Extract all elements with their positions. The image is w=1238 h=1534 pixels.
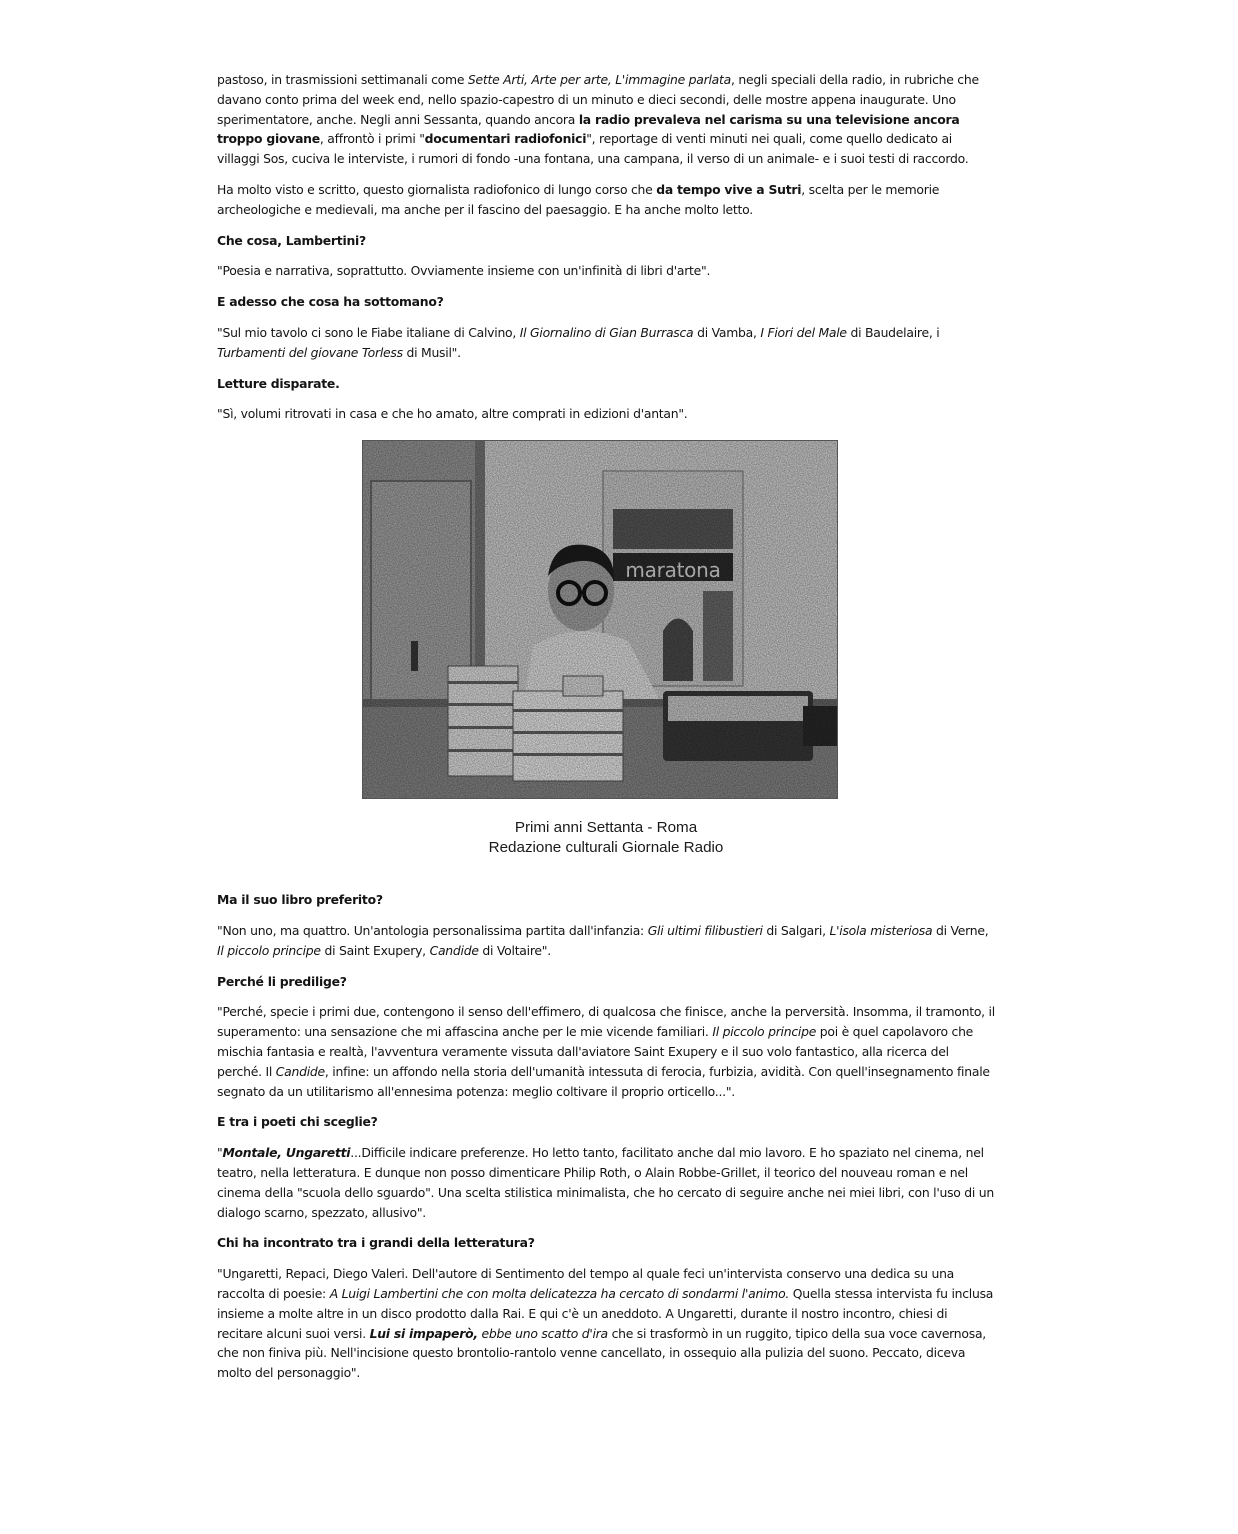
book-title: I Fiori del Male [760,324,847,340]
text: pastoso, in trasmissioni settimanali come [217,72,468,87]
answer-readings: "Sì, volumi ritrovati in casa e che ho amato, altre comprati in edizioni d'antan". [217,406,688,422]
question-what: Che cosa, Lambertini? [217,232,366,248]
book-title: Il piccolo principe [217,942,321,958]
book-title: L'isola misteriosa [829,922,933,938]
text: poi è quel capolavoro che mischia fantasia e realtà, l'avventura veramente vissuta dall'aviatore Saint Exupery e il suo volo fantastico, alla ricerca del perché. Il [217,1024,974,1079]
question-met: Chi ha incontrato tra i grandi della letteratura? [217,1235,535,1251]
office-photo [362,440,838,799]
text: di Vamba, [693,324,761,340]
answer-what: "Poesia e narrativa, soprattutto. Ovviamente insieme con un'infinità di libri d'arte". [217,263,711,279]
answer-now [217,323,995,363]
text: "Perché, specie i primi due, contengono il senso dell'effimero, di qualcosa che finisce, anche la perversità. Insomma, il tramonto, il superamento: una sensazione che mi affascina anche per le mie vicende familiari. [217,1004,995,1040]
text: "Sul mio tavolo ci sono le Fiabe italiane di Calvino, [217,324,520,340]
text: , negli speciali della radio, in rubriche che davano conto prima del week end, nello spazio-capestro di un minuto e dieci secondi, delle mostre appena inaugurate. Uno sperimentatore, anche. Negli anni Sessanta, quando ancora [217,72,979,127]
text: ", reportage di venti minuti nei quali, come quello dedicato ai villaggi Sos, cuciva le interviste, i rumori di fondo -una fontana, una campana, il verso di un animale- e i suoi testi di raccordo. [217,131,969,167]
answer-why [217,1002,995,1101]
text: "Ungaretti, Repaci, Diego Valeri. Dell'autore di Sentimento del tempo al quale feci un'intervista conservo una dedica su una raccolta di poesie: [217,1266,955,1301]
book-title: Candide [275,1063,325,1079]
text: , infine: un affondo nella storia dell'umanità intessuta di ferocia, furbizia, avidità. Con quell'insegnamento finale segnato da un utilitarismo all'ennesima potenza: meglio coltivare il proprio orticello...". [217,1063,990,1099]
question-now: E adesso che cosa ha sottomano? [217,294,444,310]
bold-text: da tempo vive a Sutri [656,181,802,197]
question-readings: Letture disparate. [217,375,340,391]
text: Ha molto visto e scritto, questo giornalista radiofonico di lungo corso che [217,181,657,197]
question-favorite: Ma il suo libro preferito? [217,892,383,908]
bold-text: documentari radiofonici [424,131,587,147]
photo-caption [217,818,995,858]
question-poets: E tra i poeti chi sceglie? [217,1114,378,1130]
text: di Baudelaire, i [846,324,940,340]
caption-line-1: Primi anni Settanta - Roma [514,819,698,837]
bold-text: la radio prevaleva nel carisma su una televisione ancora troppo giovane [217,111,960,147]
text: di Voltaire". [478,942,551,958]
book-title: Turbamenti del giovane Torless [217,344,403,360]
bold-italic-text: Lui si impaperò, [369,1325,478,1341]
text: di Musil". [402,344,461,360]
text: che si trasformò in un ruggito, tipico della sua voce cavernosa, che non finiva più. Nell'incisione questo brontolio-rantolo venne cancellato, in ossequio alla pulizia del suono. Peccato, diceva molto del personaggio". [217,1325,986,1381]
text: " [217,1145,223,1161]
article-continuation [217,890,995,1383]
text: di Salgari, [762,922,830,938]
program-titles: Sette Arti, Arte per arte, L'immagine parlata [467,72,731,87]
photo-block [217,440,995,888]
answer-poets [217,1143,995,1222]
text: di Verne, [932,922,989,938]
caption-line-2: Redazione culturali Giornale Radio [488,839,724,857]
text: , scelta per le memorie archeologiche e medievali, ma anche per il fascino del paesaggio. E ha anche molto letto. [217,181,940,217]
text: "Non uno, ma quattro. Un'antologia personalissima partita dall'infanzia: [217,922,648,938]
sutri-paragraph [217,180,995,220]
question-why: Perché li predilige? [217,973,347,989]
book-title: Il piccolo principe [712,1024,817,1040]
book-title: Gli ultimi filibustieri [647,922,763,938]
answer-favorite [217,921,995,961]
intro-paragraph [217,70,995,169]
article-page [217,70,995,1394]
office-photo-illustration [363,441,837,798]
book-title: Il Giornalino di Gian Burrasca [519,324,694,340]
text: di Saint Exupery, [320,942,430,958]
answer-met [217,1264,995,1383]
italic-text: ebbe uno scatto d'ira [477,1325,608,1341]
text: , affrontò i primi " [319,131,425,147]
text: Quella stessa intervista fu inclusa insieme a molte altre in un disco prodotto dalla Rai. E qui c'è un aneddoto. A Ungaretti, durante il nostro incontro, chiesi di recitare alcuni suoi versi. [217,1285,994,1341]
bold-italic-text: Montale, Ungaretti [222,1145,351,1161]
book-title: Candide [429,942,479,958]
dedication-quote: A Luigi Lambertini che con molta delicatezza ha cercato di sondarmi l'animo. [329,1285,790,1301]
text: ...Difficile indicare preferenze. Ho letto tanto, facilitato anche dal mio lavoro. E ho spaziato nel cinema, nel teatro, nella letteratura. E dunque non posso dimenticare Philip Roth, o Alain Robbe-Grillet, il teorico del nouveau roman e nel cinema della "scuola dello sguardo". Una scelta stilistica minimalista, che ho cercato di seguire anche nei miei libri, con l'uso di un dialogo scarno, spezzato, allusivo". [217,1145,995,1220]
